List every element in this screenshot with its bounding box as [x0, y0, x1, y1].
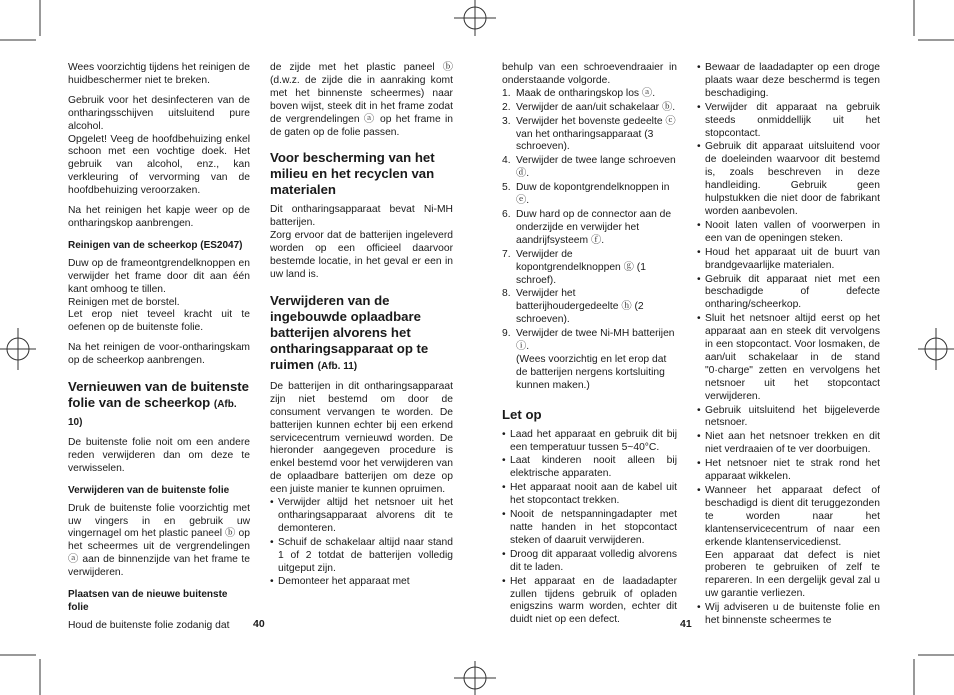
step9-note: (Wees voorzichtig en let erop dat de batterijen nergens kortsluiting kunnen maken.)	[516, 353, 667, 391]
page41-column-left	[502, 62, 677, 628]
list-item	[502, 288, 677, 327]
list-item: • Niet aan het netsnoer trekken en dit niet verdraaien of te ver doorbuigen.	[697, 431, 880, 457]
list-item	[502, 116, 677, 155]
crop-mark-top-right	[904, 0, 954, 50]
page41-column-right	[697, 62, 880, 629]
env-disposal-text: Zorg ervoor dat de batterijen ingeleverd worden op een officieel daarvoor bestemde locatie, in het geval er een in uw land is.	[270, 230, 453, 280]
figure-reference: (Afb. 10)	[68, 399, 237, 429]
defect-bullet-text: Wanneer het apparaat defect of beschadigd is dient dit teruggezonden te worden naar het klantenservicecentrum of naar een erkende klantenservicedienst.	[705, 485, 880, 548]
list-item	[502, 249, 677, 288]
registration-mark-top	[444, 0, 506, 36]
cleaning-warning-text: Wees voorzichtig tijdens het reinigen de huidbeschermer niet te breken.	[68, 62, 250, 86]
heading-note: Let op	[502, 406, 542, 422]
step-number: 8.	[502, 288, 511, 300]
list-item: • Demonteer het apparaat met	[270, 576, 453, 589]
remove-foil-text: Druk de buitenste folie voorzichtig met uw vingers in en gebruik uw vingernagel om het plastic paneel ⓑ op het scheermes uit de vergrendelingen ⓐ aan de binnenzijde van het frame te verwijderen.	[68, 502, 250, 579]
step-text: Verwijder de kopontgrendelknoppen ⓖ (1 schroef).	[516, 248, 646, 286]
list-item: • Gebruik dit apparaat niet met een beschadigde of defecte ontharing/scheerkop.	[697, 274, 880, 313]
battery-removal-text: De batterijen in dit ontharingsapparaat zijn niet bestemd om door de consument vervangen te worden. De batterijen kunnen echter bij een erkend servicecentrum vernieuwd worden. De hieronder aangegeven procedure is enkel bestemd voor het verwijderen van de oplaadbare batterijen om deze op een juiste manier te kunnen opruimen.	[270, 380, 453, 496]
heading-replace-foil-text: Vernieuwen van de buitenste folie van de scheerkop	[68, 379, 250, 411]
list-item: • Gebruik dit apparaat uitsluitend voor de doeleinden waarvoor dit bestemd is, zoals beschreven in deze handleiding. Gebruik geen hulpstukken die niet door de fabrikant worden aanbevolen.	[697, 141, 880, 218]
step-number: 9.	[502, 328, 511, 340]
registration-mark-right	[918, 318, 954, 380]
list-item	[502, 102, 677, 115]
place-foil-text: Houd de buitenste folie zodanig dat	[68, 619, 230, 631]
registration-mark-bottom	[444, 661, 506, 695]
list-item: • Het netsnoer niet te strak rond het apparaat wikkelen.	[697, 458, 880, 484]
list-item	[502, 209, 677, 248]
crop-mark-bottom-right	[904, 645, 954, 695]
list-item: • Droog dit apparaat volledig alvorens dit te laden.	[502, 549, 677, 575]
list-item: • Laad het apparaat en gebruik dit bij een temperatuur tussen 5~40°C.	[502, 429, 677, 455]
subheading-place-foil: Plaatsen van de nieuwe buitenste folie	[68, 589, 228, 613]
reattach-cap-text: Na het reinigen het kapje weer op de ontharingskop aanbrengen.	[68, 205, 250, 229]
step-number: 5.	[502, 182, 511, 194]
step-number: 4.	[502, 155, 511, 167]
list-item	[502, 182, 677, 208]
list-item: • Verwijder altijd het netsnoer uit het ontharingsapparaat alvorens dit te demonteren.	[270, 497, 453, 536]
step-number: 1.	[502, 87, 511, 99]
list-item: • Het apparaat nooit aan de kabel uit het stopcontact trekken.	[502, 482, 677, 508]
list-item: • Verwijder dit apparaat na gebruik steeds onmiddellijk uit het stopcontact.	[697, 102, 880, 141]
place-foil-continued: de zijde met het plastic paneel ⓑ (d.w.z. de zijde die in aanraking komt met het binnenste scheermes) naar boven wijst, steek dit in het frame zodat de vergrendelingen ⓐ op het frame in de gaten op de folie passen.	[270, 62, 453, 138]
step-text: Duw de kopontgrendelknoppen in ⓔ.	[516, 182, 670, 207]
clean-comb-text: Na het reinigen de voor-ontharingskam op de scheerkop aanbrengen.	[68, 342, 250, 367]
defect-note: Een apparaat dat defect is niet proberen te gebruiken of zelf te repareren. In een dergelijk geval zal u uw garantie verliezen.	[705, 549, 880, 600]
clean-brush-text: Reinigen met de borstel.	[68, 296, 180, 308]
note-bullet-list	[502, 429, 677, 628]
page40-column-left	[68, 62, 250, 640]
list-item	[502, 155, 677, 181]
page40-column-right	[270, 62, 453, 590]
step-text: Maak de ontharingskop los ⓐ.	[516, 87, 656, 99]
list-item: • Nooit laten vallen of voorwerpen in een van de openingen steken.	[697, 220, 880, 246]
list-item	[502, 328, 677, 393]
crop-mark-top-left	[0, 0, 50, 50]
list-item: • Bewaar de laadadapter op een droge plaats waar deze beschermd is tegen beschadiging.	[697, 62, 880, 101]
disinfect-text: Gebruik voor het desinfecteren van de ontharingsschijven uitsluitend pure alcohol.	[68, 94, 250, 132]
step-text: Verwijder de twee Ni-MH batterijen ⓘ.	[516, 328, 675, 353]
step-text: Verwijder het batterijhoudergedeelte ⓗ (2 schroeven).	[516, 288, 644, 326]
list-item: • Het apparaat en de laadadapter zullen tijdens gebruik of opladen enigszins warm worden, echter dit duidt niet op een defect.	[502, 576, 677, 628]
step-number: 6.	[502, 208, 511, 220]
list-item: • Houd het apparaat uit de buurt van brandgevaarlijke materialen.	[697, 247, 880, 273]
heading-battery-removal	[270, 293, 453, 375]
page-number-left: 40	[253, 618, 265, 630]
step-number: 3.	[502, 115, 511, 127]
clean-step-text: Duw op de frameontgrendelknoppen en verwijder het frame door dit aan één kant omhoog te tillen.	[68, 257, 250, 295]
safety-bullet-list	[697, 62, 880, 628]
heading-replace-foil	[68, 379, 250, 431]
list-item: • Nooit de netspanningadapter met natte handen in het stopcontact steken of daaruit verwijderen.	[502, 509, 677, 548]
step-text: Verwijder de aan/uit schakelaar ⓑ.	[516, 101, 676, 113]
list-item	[502, 88, 677, 101]
step-number: 2.	[502, 101, 511, 113]
list-item: • Laat kinderen nooit alleen bij elektrische apparaten.	[502, 455, 677, 481]
list-item: • Gebruik uitsluitend het bijgeleverde netsnoer.	[697, 405, 880, 431]
heading-environment: Voor bescherming van het milieu en het recyclen van materialen	[270, 150, 435, 198]
list-item: • Wij adviseren u de buitenste folie en het binnenste scheermes te	[697, 602, 880, 628]
disassembly-steps	[502, 88, 677, 393]
subheading-remove-foil: Verwijderen van de buitenste folie	[68, 484, 230, 496]
subheading-clean-head: Reinigen van de scheerkop (ES2047)	[68, 239, 243, 251]
crop-mark-bottom-left	[0, 645, 50, 695]
page-number-right: 41	[680, 618, 692, 630]
replace-foil-text: De buitenste folie noit om een andere reden verwijderen dan om deze te verwisselen.	[68, 437, 250, 474]
step-text: Duw hard op de connector aan de onderzijde en verwijder het aandrijfsysteem ⓕ.	[516, 208, 672, 246]
registration-mark-left	[0, 318, 36, 380]
step-text: Verwijder de twee lange schroeven ⓓ.	[516, 155, 676, 180]
clean-force-warning: Let erop niet teveel kracht uit te oefenen op de buitenste folie.	[68, 309, 250, 334]
step-text: Verwijder het bovenste gedeelte ⓒ van het ontharingsapparaat (3 schroeven).	[516, 115, 676, 153]
battery-bullet-list	[270, 497, 453, 589]
list-item: • Schuif de schakelaar altijd naar stand 1 of 2 totdat de batterijen volledig uitgeput zijn.	[270, 537, 453, 576]
list-item: • Sluit het netsnoer altijd eerst op het apparaat aan en steek dit vervolgens in een stopcontact. Voor losmaken, de aan/uit schakelaar in de stand "0·charge" zetten en vervolgens het netsnoer uit het stopcontact verwijderen.	[697, 313, 880, 403]
heading-battery-removal-text: Verwijderen van de ingebouwde oplaadbare batterijen alvorens het ontharingsapparaat op te ruimen	[270, 292, 429, 372]
figure-reference: (Afb. 11)	[317, 360, 358, 372]
step-number: 7.	[502, 248, 511, 260]
list-item	[697, 485, 880, 601]
caution-text: Opgelet! Veeg de hoofdbehuizing enkel schoon met een vochtige doek. Het gebruik van alcohol, enz., kan verkleuring of vervorming van de hoofdbehuizing veroorzaken.	[68, 133, 250, 197]
env-battery-text: Dit ontharingsapparaat bevat Ni-MH batterijen.	[270, 204, 453, 229]
disassembly-continued: behulp van een schroevendraaier in onderstaande volgorde.	[502, 62, 677, 86]
